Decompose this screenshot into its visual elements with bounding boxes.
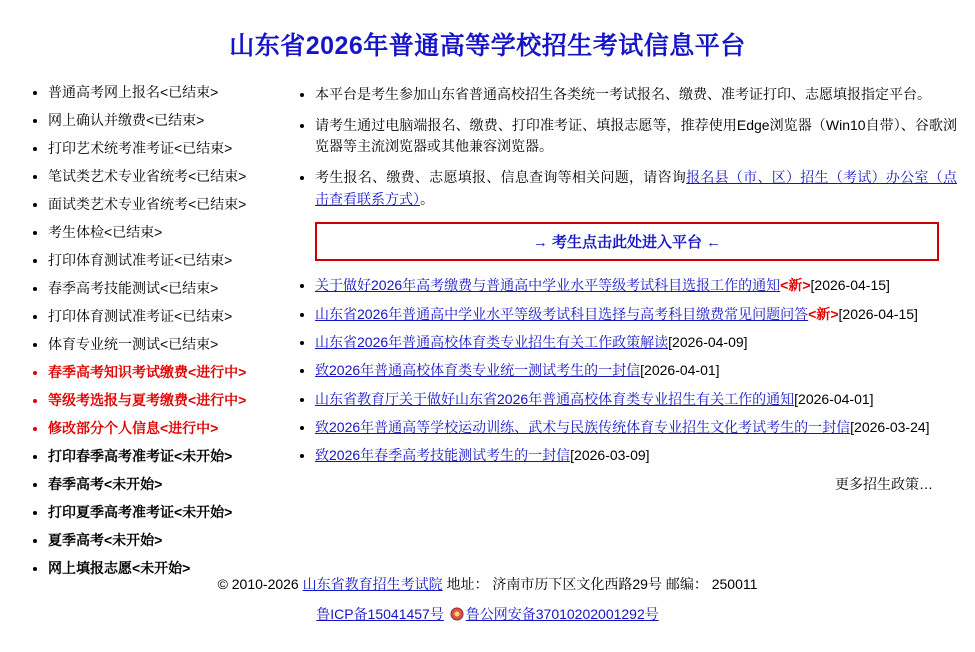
news-date: [2026-03-09] xyxy=(570,447,650,464)
list-item xyxy=(315,360,957,380)
copyright-line xyxy=(0,574,975,594)
content-panel xyxy=(285,84,975,494)
list-item xyxy=(315,417,957,437)
list-item[interactable]: • 网上确认并缴费<已结束> xyxy=(48,112,285,130)
new-badge: <新> xyxy=(780,277,811,294)
list-item[interactable]: • 网上填报志愿<未开始> xyxy=(48,560,285,578)
list-item[interactable]: • 普通高考网上报名<已结束> xyxy=(48,84,285,102)
news-link[interactable]: 山东省教育厅关于做好山东省2026年普通高校体育类专业招生有关工作的通知 xyxy=(315,390,795,407)
news-link[interactable]: 致2026年春季高考技能测试考生的一封信 xyxy=(315,447,571,464)
list-item[interactable]: • 打印艺术统考准考证<已结束> xyxy=(48,140,285,158)
news-link[interactable]: 关于做好2026年高考缴费与普通高中学业水平等级考试科目选报工作的通知 xyxy=(315,277,781,294)
main-columns xyxy=(0,84,975,588)
list-item xyxy=(315,389,957,409)
county-office-link[interactable]: 报名县（市、区）招生（考试）办公室（点击查看联系方式） xyxy=(315,169,958,207)
news-date: [2026-04-01] xyxy=(794,390,874,407)
more-policies-link[interactable]: 更多招生政策… xyxy=(835,475,933,492)
list-item[interactable]: • 修改部分个人信息<进行中> xyxy=(48,420,285,438)
intro-paragraph xyxy=(315,115,957,158)
copyright-prefix: © 2010-2026 xyxy=(217,576,303,592)
list-item[interactable]: • 面试类艺术专业省统考<已结束> xyxy=(48,196,285,214)
intro-text-suffix: 。 xyxy=(420,190,434,207)
intro-list xyxy=(291,84,957,210)
news-date: [2026-04-01] xyxy=(640,362,720,379)
news-link[interactable]: 致2026年普通高等学校运动训练、武术与民族传统体育专业招生文化考试考生的一封信 xyxy=(315,418,851,435)
organization-link[interactable]: 山东省教育招生考试院 xyxy=(302,576,443,592)
list-item xyxy=(315,332,957,352)
enter-platform-label: → 考生点击此处进入平台 ← xyxy=(532,234,722,252)
list-item xyxy=(315,445,957,465)
list-item xyxy=(315,275,957,295)
list-item[interactable]: • 夏季高考<未开始> xyxy=(48,532,285,550)
list-item[interactable]: • 考生体检<已结束> xyxy=(48,224,285,242)
intro-text: 本平台是考生参加山东省普通高校招生各类统一考试报名、缴费、准考证打印、志愿填报指定平台。 xyxy=(315,86,931,102)
intro-paragraph xyxy=(315,167,957,210)
schedule-panel xyxy=(0,84,285,588)
news-date: [2026-04-15] xyxy=(810,277,890,294)
list-item[interactable]: • 体育专业统一测试<已结束> xyxy=(48,336,285,354)
news-list xyxy=(291,275,957,465)
list-item xyxy=(315,304,957,324)
icp-link[interactable]: 鲁ICP备15041457号 xyxy=(316,606,444,622)
intro-text: 考生报名、缴费、志愿填报、信息查询等相关问题，请咨询 xyxy=(315,169,687,186)
new-badge: <新> xyxy=(808,305,839,322)
list-item[interactable]: • 打印体育测试准考证<已结束> xyxy=(48,308,285,326)
enter-platform-button[interactable] xyxy=(315,222,939,261)
icp-line xyxy=(0,604,975,624)
list-item[interactable]: • 打印体育测试准考证<已结束> xyxy=(48,252,285,270)
news-link[interactable]: 山东省2026年普通高校体育类专业招生有关工作政策解读 xyxy=(315,334,669,351)
list-item[interactable]: • 等级考选报与夏考缴费<进行中> xyxy=(48,392,285,410)
intro-text: 请考生通过电脑端报名、缴费、打印准考证、填报志愿等，推荐使用Edge浏览器（Win10自带）、谷歌浏览器等主流浏览器或其他兼容浏览器。 xyxy=(315,116,957,155)
news-date: [2026-03-24] xyxy=(850,418,930,435)
schedule-list xyxy=(22,84,285,578)
list-item[interactable]: • 春季高考知识考试缴费<进行中> xyxy=(48,364,285,382)
list-item[interactable]: • 春季高考技能测试<已结束> xyxy=(48,280,285,298)
news-link[interactable]: 山东省2026年普通高中学业水平等级考试科目选择与高考科目缴费常见问题问答 xyxy=(315,305,809,322)
news-date: [2026-04-15] xyxy=(838,305,918,322)
police-record-link[interactable]: 鲁公网安备37010202001292号 xyxy=(465,606,659,622)
page-footer xyxy=(0,574,975,624)
intro-paragraph xyxy=(315,84,957,106)
list-item[interactable]: • 春季高考<未开始> xyxy=(48,476,285,494)
list-item[interactable]: • 打印春季高考准考证<未开始> xyxy=(48,448,285,466)
page-title: 山东省2026年普通高等学校招生考试信息平台 xyxy=(229,32,746,60)
address-text: 地址： 济南市历下区文化西路29号 邮编： 250011 xyxy=(442,576,758,592)
news-date: [2026-04-09] xyxy=(668,334,748,351)
list-item[interactable]: • 打印夏季高考准考证<未开始> xyxy=(48,504,285,522)
news-link[interactable]: 致2026年普通高校体育类专业统一测试考生的一封信 xyxy=(315,362,641,379)
police-badge-icon xyxy=(450,607,464,621)
list-item[interactable]: • 笔试类艺术专业省统考<已结束> xyxy=(48,168,285,186)
